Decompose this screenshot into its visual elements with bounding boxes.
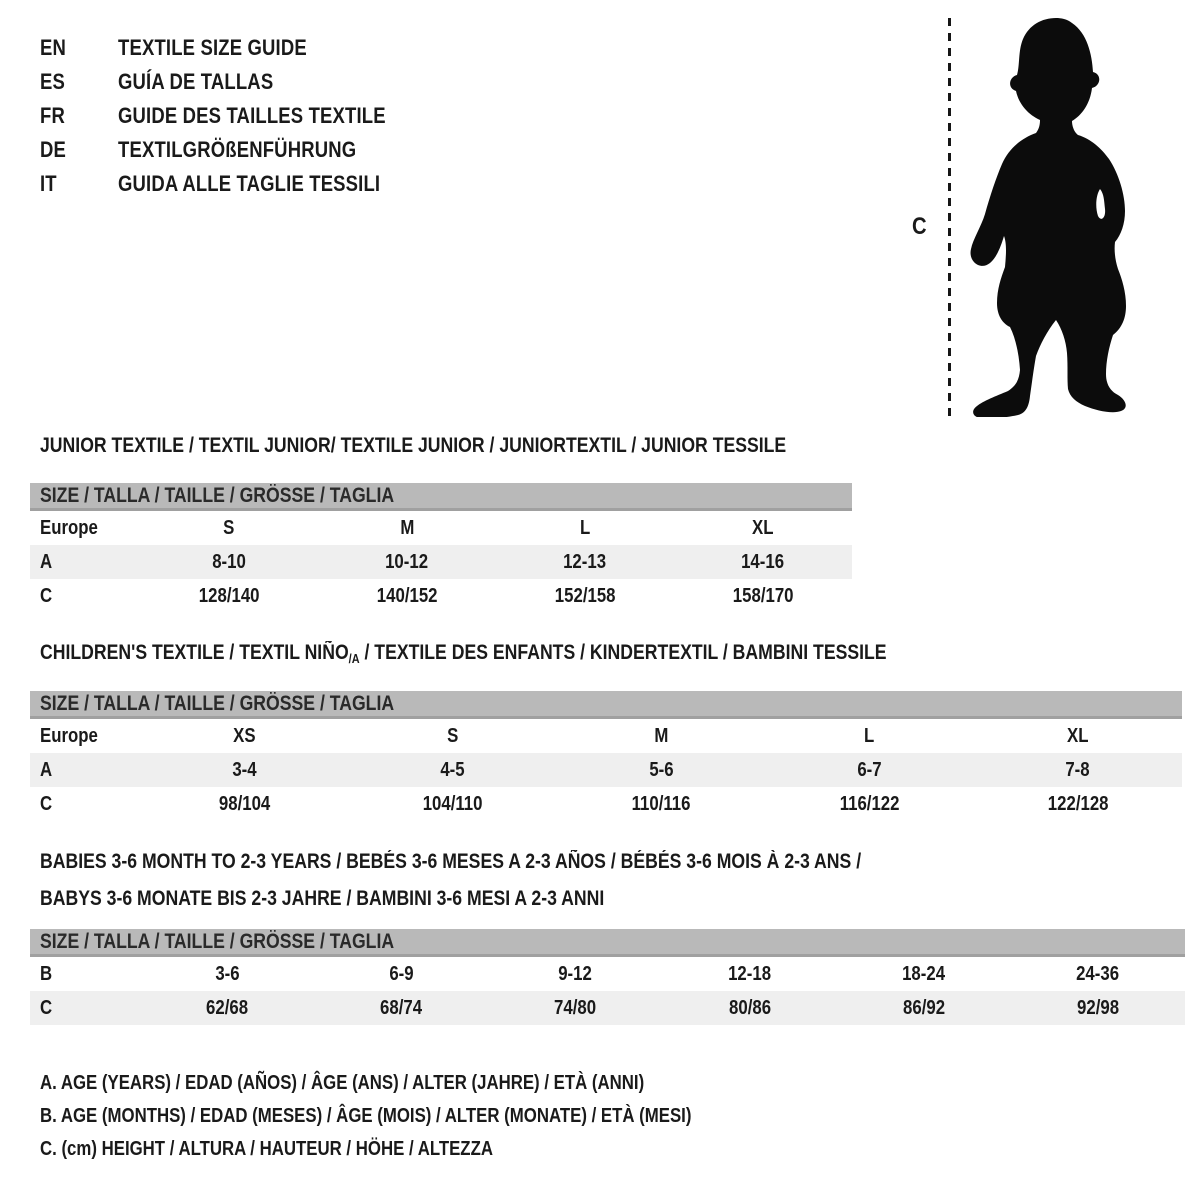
legend-line-a: A. AGE (YEARS) / EDAD (AÑOS) / ÂGE (ANS) / ALTER (JAHRE) / ETÀ (ANNI) bbox=[40, 1072, 645, 1094]
table-row-age-years bbox=[30, 545, 852, 579]
value-cell: 4-5 bbox=[440, 758, 465, 781]
row-label: Europe bbox=[40, 516, 98, 539]
language-label: TEXTILGRÖßENFÜHRUNG bbox=[118, 137, 357, 162]
value-cell: 158/170 bbox=[732, 584, 794, 607]
table-row-europe bbox=[30, 719, 1182, 753]
row-label: C bbox=[40, 792, 53, 815]
value-cell: 80/86 bbox=[728, 996, 771, 1019]
size-cell: L bbox=[579, 516, 591, 539]
value-cell: 104/110 bbox=[422, 792, 483, 815]
value-cell: 7-8 bbox=[1065, 758, 1090, 781]
value-cell: 6-7 bbox=[857, 758, 882, 781]
junior-table-title: JUNIOR TEXTILE / TEXTIL JUNIOR/ TEXTILE JUNIOR / JUNIORTEXTIL / JUNIOR TESSILE bbox=[40, 434, 787, 457]
value-cell: 128/140 bbox=[198, 584, 260, 607]
row-label: C bbox=[40, 584, 53, 607]
language-label: TEXTILE SIZE GUIDE bbox=[118, 35, 307, 60]
junior-size-table bbox=[30, 483, 852, 613]
row-label: B bbox=[40, 962, 53, 985]
junior-size-header-bar: SIZE / TALLA / TAILLE / GRÖSSE / TAGLIA bbox=[30, 483, 852, 511]
language-row-de bbox=[40, 133, 437, 167]
height-dashed-line bbox=[948, 18, 951, 416]
language-row-it bbox=[40, 167, 437, 201]
size-cell: XL bbox=[752, 516, 774, 539]
language-code: IT bbox=[40, 171, 57, 196]
language-code: EN bbox=[40, 35, 67, 60]
language-code: ES bbox=[40, 69, 65, 94]
value-cell: 116/122 bbox=[839, 792, 900, 815]
babies-size-table bbox=[30, 929, 1185, 1025]
value-cell: 18-24 bbox=[902, 962, 946, 985]
table-row-europe bbox=[30, 511, 852, 545]
babies-table-title bbox=[40, 843, 1018, 917]
row-label: A bbox=[40, 758, 53, 781]
table-row-height-cm bbox=[30, 787, 1182, 821]
size-cell: XS bbox=[232, 724, 256, 747]
children-title-part1: CHILDREN'S TEXTILE / TEXTIL NIÑO bbox=[40, 641, 349, 664]
value-cell: 92/98 bbox=[1076, 996, 1119, 1019]
value-cell: 68/74 bbox=[380, 996, 423, 1019]
language-code: DE bbox=[40, 137, 67, 162]
value-cell: 5-6 bbox=[648, 758, 674, 781]
row-label: C bbox=[40, 996, 53, 1019]
babies-title-line2: BABYS 3-6 MONATE BIS 2-3 JAHRE / BAMBINI 3-6 MESI A 2-3 ANNI bbox=[40, 887, 605, 910]
language-label: GUIDA ALLE TAGLIE TESSILI bbox=[118, 171, 381, 196]
legend-line-c: C. (cm) HEIGHT / ALTURA / HAUTEUR / HÖHE / ALTEZZA bbox=[40, 1138, 493, 1160]
size-cell: S bbox=[447, 724, 459, 747]
table-row-height-cm bbox=[30, 991, 1185, 1025]
value-cell: 10-12 bbox=[385, 550, 429, 573]
size-cell: S bbox=[223, 516, 235, 539]
language-title-block bbox=[40, 31, 437, 201]
language-code: FR bbox=[40, 103, 65, 128]
row-label: Europe bbox=[40, 724, 98, 747]
size-cell: L bbox=[864, 724, 875, 747]
language-row-en bbox=[40, 31, 437, 65]
value-cell: 24-36 bbox=[1076, 962, 1120, 985]
value-cell: 98/104 bbox=[218, 792, 270, 815]
table-row-age-years bbox=[30, 753, 1182, 787]
children-size-table bbox=[30, 691, 1182, 821]
value-cell: 12-18 bbox=[728, 962, 772, 985]
size-cell: M bbox=[399, 516, 414, 539]
value-cell: 3-4 bbox=[232, 758, 257, 781]
value-cell: 122/128 bbox=[1047, 792, 1109, 815]
size-cell: M bbox=[654, 724, 669, 747]
children-title-part2: / TEXTILE DES ENFANTS / KINDERTEXTIL / BAMBINI TESSILE bbox=[359, 641, 887, 664]
legend-line-b: B. AGE (MONTHS) / EDAD (MESES) / ÂGE (MOIS) / ALTER (MONATE) / ETÀ (MESI) bbox=[40, 1105, 692, 1127]
value-cell: 152/158 bbox=[554, 584, 616, 607]
value-cell: 86/92 bbox=[902, 996, 945, 1019]
row-label: A bbox=[40, 550, 53, 573]
language-label: GUÍA DE TALLAS bbox=[118, 69, 274, 94]
value-cell: 6-9 bbox=[389, 962, 414, 985]
children-size-header-bar: SIZE / TALLA / TAILLE / GRÖSSE / TAGLIA bbox=[30, 691, 1182, 719]
toddler-silhouette-path bbox=[971, 18, 1126, 417]
measurement-legend bbox=[40, 1067, 816, 1166]
language-row-fr bbox=[40, 99, 437, 133]
value-cell: 74/80 bbox=[554, 996, 597, 1019]
children-title-sub: /A bbox=[348, 651, 360, 666]
value-cell: 14-16 bbox=[741, 550, 785, 573]
language-row-es bbox=[40, 65, 437, 99]
language-label: GUIDE DES TAILLES TEXTILE bbox=[118, 103, 386, 128]
children-table-title bbox=[40, 640, 1048, 672]
value-cell: 62/68 bbox=[206, 996, 249, 1019]
value-cell: 140/152 bbox=[376, 584, 438, 607]
value-cell: 12-13 bbox=[563, 550, 607, 573]
babies-size-header-bar: SIZE / TALLA / TAILLE / GRÖSSE / TAGLIA bbox=[30, 929, 1185, 957]
value-cell: 110/116 bbox=[631, 792, 691, 815]
height-marker-label: C bbox=[912, 213, 927, 240]
value-cell: 9-12 bbox=[558, 962, 593, 985]
size-cell: XL bbox=[1067, 724, 1089, 747]
table-row-height-cm bbox=[30, 579, 852, 613]
toddler-silhouette bbox=[963, 15, 1138, 417]
table-row-age-months bbox=[30, 957, 1185, 991]
value-cell: 3-6 bbox=[214, 962, 240, 985]
value-cell: 8-10 bbox=[212, 550, 246, 573]
babies-title-line1: BABIES 3-6 MONTH TO 2-3 YEARS / BEBÉS 3-6 MESES A 2-3 AÑOS / BÉBÉS 3-6 MOIS À 2-3 ANS / bbox=[40, 850, 862, 873]
